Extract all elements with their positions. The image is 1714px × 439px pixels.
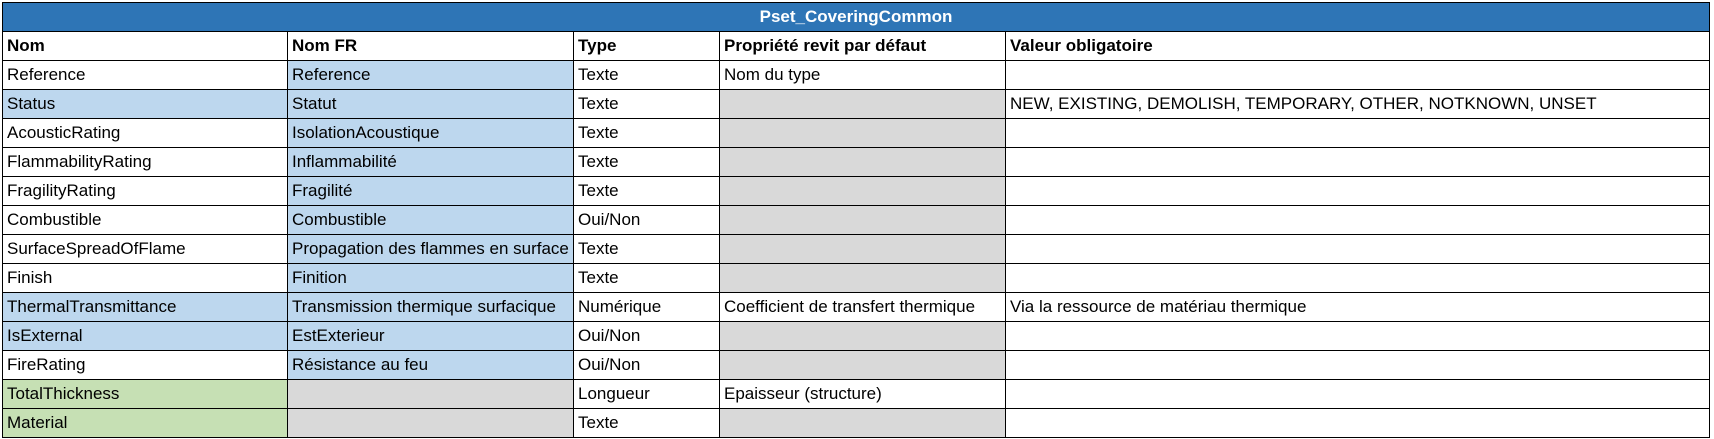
cell-type[interactable]: Texte [574,119,720,148]
cell-type[interactable]: Texte [574,148,720,177]
cell-nom[interactable]: FlammabilityRating [3,148,288,177]
cell-mandatory-value[interactable] [1006,148,1710,177]
cell-nom[interactable]: Combustible [3,206,288,235]
title-row [3,3,1710,32]
cell-mandatory-value[interactable] [1006,264,1710,293]
cell-nom[interactable]: Status [3,90,288,119]
cell-type[interactable]: Numérique [574,293,720,322]
cell-nom-fr[interactable] [288,380,574,409]
cell-mandatory-value[interactable] [1006,351,1710,380]
cell-type[interactable]: Texte [574,264,720,293]
cell-nom-fr[interactable]: EstExterieur [288,322,574,351]
cell-nom[interactable]: Reference [3,61,288,90]
cell-nom[interactable]: FragilityRating [3,177,288,206]
cell-revit-property[interactable] [720,206,1006,235]
cell-mandatory-value[interactable] [1006,61,1710,90]
cell-type[interactable]: Texte [574,90,720,119]
table-body [3,61,1710,438]
header-type[interactable]: Type [574,32,720,61]
table-row [3,177,1710,206]
cell-mandatory-value[interactable] [1006,322,1710,351]
cell-revit-property[interactable]: Coefficient de transfert thermique [720,293,1006,322]
table-row [3,235,1710,264]
cell-nom[interactable]: FireRating [3,351,288,380]
cell-nom-fr[interactable]: Transmission thermique surfacique [288,293,574,322]
cell-nom-fr[interactable]: Inflammabilité [288,148,574,177]
table-row [3,264,1710,293]
table-row [3,148,1710,177]
header-revit-property[interactable]: Propriété revit par défaut [720,32,1006,61]
cell-mandatory-value[interactable]: Via la ressource de matériau thermique [1006,293,1710,322]
cell-type[interactable]: Longueur [574,380,720,409]
cell-mandatory-value[interactable] [1006,206,1710,235]
cell-nom[interactable]: SurfaceSpreadOfFlame [3,235,288,264]
cell-revit-property[interactable] [720,119,1006,148]
cell-nom[interactable]: Finish [3,264,288,293]
cell-nom[interactable]: AcousticRating [3,119,288,148]
cell-revit-property[interactable] [720,90,1006,119]
header-mandatory-value[interactable]: Valeur obligatoire [1006,32,1710,61]
cell-revit-property[interactable] [720,322,1006,351]
table-row [3,409,1710,438]
cell-mandatory-value[interactable] [1006,177,1710,206]
table-row [3,119,1710,148]
table-title[interactable]: Pset_CoveringCommon [3,3,1710,32]
cell-type[interactable]: Texte [574,61,720,90]
cell-revit-property[interactable] [720,351,1006,380]
table-row [3,90,1710,119]
cell-revit-property[interactable]: Nom du type [720,61,1006,90]
table-row [3,322,1710,351]
cell-mandatory-value[interactable] [1006,119,1710,148]
cell-nom-fr[interactable]: Finition [288,264,574,293]
header-nom-fr[interactable]: Nom FR [288,32,574,61]
property-set-table [2,2,1710,438]
cell-nom[interactable]: IsExternal [3,322,288,351]
header-nom[interactable]: Nom [3,32,288,61]
cell-mandatory-value[interactable] [1006,380,1710,409]
table-row [3,293,1710,322]
cell-nom-fr[interactable]: IsolationAcoustique [288,119,574,148]
cell-type[interactable]: Oui/Non [574,322,720,351]
cell-type[interactable]: Texte [574,409,720,438]
cell-revit-property[interactable]: Epaisseur (structure) [720,380,1006,409]
cell-revit-property[interactable] [720,264,1006,293]
cell-revit-property[interactable] [720,235,1006,264]
cell-type[interactable]: Texte [574,177,720,206]
cell-nom[interactable]: TotalThickness [3,380,288,409]
header-row [3,32,1710,61]
table-row [3,351,1710,380]
table-row [3,206,1710,235]
cell-type[interactable]: Texte [574,235,720,264]
cell-nom[interactable]: Material [3,409,288,438]
cell-type[interactable]: Oui/Non [574,206,720,235]
cell-nom-fr[interactable]: Propagation des flammes en surface [288,235,574,264]
cell-nom-fr[interactable] [288,409,574,438]
cell-type[interactable]: Oui/Non [574,351,720,380]
cell-nom-fr[interactable]: Statut [288,90,574,119]
cell-mandatory-value[interactable] [1006,235,1710,264]
cell-mandatory-value[interactable]: NEW, EXISTING, DEMOLISH, TEMPORARY, OTHER, NOTKNOWN, UNSET [1006,90,1710,119]
cell-revit-property[interactable] [720,409,1006,438]
cell-nom[interactable]: ThermalTransmittance [3,293,288,322]
cell-nom-fr[interactable]: Reference [288,61,574,90]
cell-nom-fr[interactable]: Fragilité [288,177,574,206]
table-row [3,61,1710,90]
cell-nom-fr[interactable]: Combustible [288,206,574,235]
cell-nom-fr[interactable]: Résistance au feu [288,351,574,380]
cell-mandatory-value[interactable] [1006,409,1710,438]
table-row [3,380,1710,409]
cell-revit-property[interactable] [720,148,1006,177]
cell-revit-property[interactable] [720,177,1006,206]
